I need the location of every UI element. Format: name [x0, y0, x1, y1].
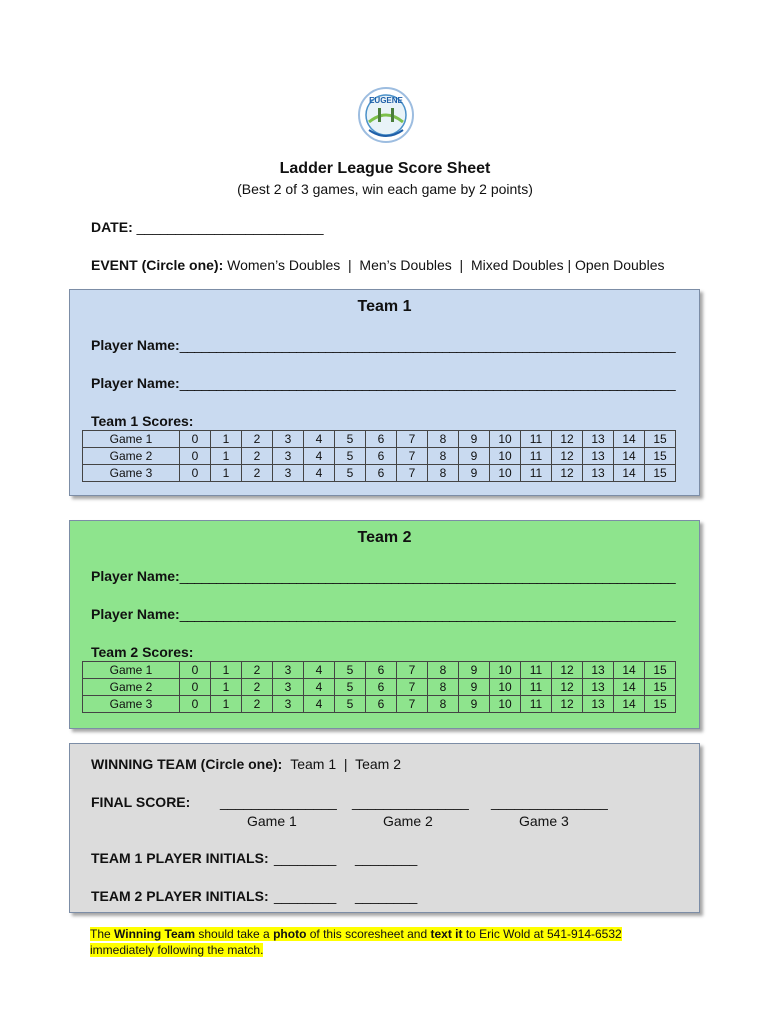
- score-cell[interactable]: 0: [180, 679, 211, 696]
- score-cell[interactable]: 7: [397, 696, 428, 713]
- team2-score-row: [83, 662, 676, 679]
- team1-panel: [69, 289, 700, 496]
- team2-title: Team 2: [357, 529, 412, 546]
- note-text-3: of this scoresheet and: [306, 927, 431, 941]
- instruction-note: [90, 926, 626, 958]
- score-cell[interactable]: 11: [521, 679, 552, 696]
- score-cell[interactable]: 4: [304, 662, 335, 679]
- score-cell[interactable]: 6: [366, 662, 397, 679]
- team2-score-row: [83, 696, 676, 713]
- score-cell[interactable]: 10: [490, 465, 521, 482]
- score-cell[interactable]: 4: [304, 448, 335, 465]
- score-cell[interactable]: 15: [645, 679, 676, 696]
- score-cell[interactable]: 15: [645, 662, 676, 679]
- score-cell[interactable]: 5: [335, 448, 366, 465]
- score-cell[interactable]: 10: [490, 448, 521, 465]
- game-label: Game 1: [83, 431, 180, 448]
- team2-player2-label: Player Name:: [91, 606, 180, 622]
- score-cell[interactable]: 0: [180, 431, 211, 448]
- team2-player2[interactable]: [91, 606, 675, 622]
- team1-player2-label: Player Name:: [91, 375, 180, 391]
- score-cell[interactable]: 10: [490, 696, 521, 713]
- team2-player1-blank: ____________________________________________________________________: [179, 568, 676, 584]
- score-cell[interactable]: 7: [397, 662, 428, 679]
- club-logo: [357, 86, 415, 144]
- game2-score-blank[interactable]: _______________: [352, 794, 469, 810]
- score-cell[interactable]: 7: [397, 448, 428, 465]
- team1-player2[interactable]: [91, 375, 675, 391]
- score-cell[interactable]: 6: [366, 679, 397, 696]
- score-cell[interactable]: 5: [335, 662, 366, 679]
- game1-caption: Game 1: [247, 813, 297, 829]
- event-label: EVENT (Circle one):: [91, 257, 224, 273]
- score-cell[interactable]: 4: [304, 465, 335, 482]
- winning-team-line: [91, 756, 401, 772]
- score-cell[interactable]: 12: [552, 448, 583, 465]
- team1-initials-blank-1[interactable]: ________: [274, 850, 337, 866]
- game-label: Game 3: [83, 465, 180, 482]
- score-cell[interactable]: 1: [211, 431, 242, 448]
- score-cell[interactable]: 10: [490, 679, 521, 696]
- score-cell[interactable]: 7: [397, 465, 428, 482]
- game1-score-blank[interactable]: _______________: [220, 794, 337, 810]
- score-cell[interactable]: 13: [583, 679, 614, 696]
- page-title: Ladder League Score Sheet: [279, 160, 491, 177]
- score-cell[interactable]: 3: [273, 662, 304, 679]
- score-cell[interactable]: 4: [304, 679, 335, 696]
- logo-text: EUGENE: [369, 96, 403, 105]
- game3-caption: Game 3: [519, 813, 569, 829]
- game-label: Game 2: [83, 448, 180, 465]
- score-cell[interactable]: 7: [397, 431, 428, 448]
- team1-score-row: [83, 448, 676, 465]
- score-cell[interactable]: 9: [459, 448, 490, 465]
- score-cell[interactable]: 3: [273, 679, 304, 696]
- score-cell[interactable]: 4: [304, 431, 335, 448]
- score-cell[interactable]: 12: [552, 679, 583, 696]
- score-cell[interactable]: 10: [490, 431, 521, 448]
- team1-score-table: [82, 430, 676, 482]
- note-winning-team: Winning Team: [114, 927, 196, 941]
- score-cell[interactable]: 1: [211, 465, 242, 482]
- score-cell[interactable]: 1: [211, 696, 242, 713]
- team2-initials-label: TEAM 2 PLAYER INITIALS:: [91, 888, 269, 904]
- score-cell[interactable]: 5: [335, 465, 366, 482]
- score-cell[interactable]: 5: [335, 431, 366, 448]
- score-cell[interactable]: 6: [366, 465, 397, 482]
- score-cell[interactable]: 6: [366, 448, 397, 465]
- score-cell[interactable]: 7: [397, 679, 428, 696]
- score-cell[interactable]: 13: [583, 448, 614, 465]
- page-subtitle: (Best 2 of 3 games, win each game by 2 points): [237, 181, 533, 197]
- team1-player2-blank: ____________________________________________________________________: [179, 375, 676, 391]
- score-cell[interactable]: 9: [459, 679, 490, 696]
- score-cell[interactable]: 2: [242, 662, 273, 679]
- score-cell[interactable]: 2: [242, 465, 273, 482]
- team2-score-table: [82, 661, 676, 713]
- winning-team-options[interactable]: Team 1 | Team 2: [290, 756, 401, 772]
- note-text-it: text it: [430, 927, 463, 941]
- team2-player1[interactable]: [91, 568, 675, 584]
- team1-initials-blank-2[interactable]: ________: [355, 850, 418, 866]
- score-cell[interactable]: 3: [273, 431, 304, 448]
- score-cell[interactable]: 9: [459, 465, 490, 482]
- date-blank: ________________________: [136, 219, 324, 235]
- score-cell[interactable]: 12: [552, 662, 583, 679]
- team2-scores-label: Team 2 Scores:: [91, 644, 194, 660]
- score-cell[interactable]: 15: [645, 696, 676, 713]
- score-cell[interactable]: 9: [459, 662, 490, 679]
- score-cell[interactable]: 11: [521, 431, 552, 448]
- score-cell[interactable]: 11: [521, 465, 552, 482]
- score-cell[interactable]: 14: [614, 431, 645, 448]
- note-text-2: should take a: [195, 927, 274, 941]
- score-cell[interactable]: 13: [583, 465, 614, 482]
- score-cell[interactable]: 2: [242, 696, 273, 713]
- score-cell[interactable]: 11: [521, 448, 552, 465]
- score-cell[interactable]: 5: [335, 696, 366, 713]
- score-cell[interactable]: 3: [273, 465, 304, 482]
- score-cell[interactable]: 13: [583, 696, 614, 713]
- team2-initials-blank-1[interactable]: ________: [274, 888, 337, 904]
- team2-player2-blank: ____________________________________________________________________: [179, 606, 676, 622]
- game2-caption: Game 2: [383, 813, 433, 829]
- date-field[interactable]: [91, 219, 324, 235]
- score-cell[interactable]: 15: [645, 448, 676, 465]
- score-cell[interactable]: 6: [366, 696, 397, 713]
- score-cell[interactable]: 1: [211, 448, 242, 465]
- score-cell[interactable]: 2: [242, 679, 273, 696]
- team1-player1-blank: ____________________________________________________________________: [179, 337, 676, 353]
- final-score-label: FINAL SCORE:: [91, 794, 191, 810]
- score-cell[interactable]: 0: [180, 448, 211, 465]
- team1-score-row: [83, 431, 676, 448]
- note-photo: photo: [273, 927, 307, 941]
- event-line: [91, 257, 665, 273]
- team1-player1[interactable]: [91, 337, 675, 353]
- score-cell[interactable]: 4: [304, 696, 335, 713]
- score-cell[interactable]: 14: [614, 465, 645, 482]
- score-cell[interactable]: 8: [428, 448, 459, 465]
- score-cell[interactable]: 8: [428, 465, 459, 482]
- team1-player1-label: Player Name:: [91, 337, 180, 353]
- score-cell[interactable]: 11: [521, 696, 552, 713]
- score-cell[interactable]: 8: [428, 662, 459, 679]
- note-text-1: The: [90, 927, 115, 941]
- team2-score-row: [83, 679, 676, 696]
- score-cell[interactable]: 0: [180, 662, 211, 679]
- team2-panel: [69, 520, 700, 729]
- score-cell[interactable]: 13: [583, 431, 614, 448]
- note-text-5: immediately following the match.: [90, 943, 264, 957]
- team2-player1-label: Player Name:: [91, 568, 180, 584]
- game3-score-blank[interactable]: _______________: [491, 794, 608, 810]
- game-label: Game 2: [83, 679, 180, 696]
- score-cell[interactable]: 3: [273, 696, 304, 713]
- event-options[interactable]: Women’s Doubles | Men’s Doubles | Mixed Doubles | Open Doubles: [227, 257, 665, 273]
- score-cell[interactable]: 12: [552, 696, 583, 713]
- score-cell[interactable]: 8: [428, 679, 459, 696]
- score-cell[interactable]: 3: [273, 448, 304, 465]
- score-cell[interactable]: 2: [242, 431, 273, 448]
- score-cell[interactable]: 8: [428, 696, 459, 713]
- score-cell[interactable]: 1: [211, 679, 242, 696]
- score-cell[interactable]: 14: [614, 679, 645, 696]
- score-cell[interactable]: 0: [180, 696, 211, 713]
- final-panel: [69, 743, 700, 913]
- score-cell[interactable]: 10: [490, 662, 521, 679]
- score-cell[interactable]: 1: [211, 662, 242, 679]
- score-cell[interactable]: 9: [459, 696, 490, 713]
- note-text-4: to Eric Wold at 541-914-6532: [462, 927, 622, 941]
- team1-scores-label: Team 1 Scores:: [91, 413, 194, 429]
- score-cell[interactable]: 6: [366, 431, 397, 448]
- score-cell[interactable]: 14: [614, 448, 645, 465]
- team2-initials-blank-2[interactable]: ________: [355, 888, 418, 904]
- score-cell[interactable]: 8: [428, 431, 459, 448]
- game-label: Game 3: [83, 696, 180, 713]
- score-cell[interactable]: 13: [583, 662, 614, 679]
- team1-initials-label: TEAM 1 PLAYER INITIALS:: [91, 850, 269, 866]
- score-cell[interactable]: 5: [335, 679, 366, 696]
- score-cell[interactable]: 14: [614, 662, 645, 679]
- score-cell[interactable]: 15: [645, 431, 676, 448]
- score-cell[interactable]: 9: [459, 431, 490, 448]
- score-cell[interactable]: 11: [521, 662, 552, 679]
- score-cell[interactable]: 12: [552, 431, 583, 448]
- score-cell[interactable]: 2: [242, 448, 273, 465]
- winning-team-label: WINNING TEAM (Circle one):: [91, 756, 283, 772]
- game-label: Game 1: [83, 662, 180, 679]
- score-cell[interactable]: 12: [552, 465, 583, 482]
- score-cell[interactable]: 14: [614, 696, 645, 713]
- date-label: DATE:: [91, 219, 133, 235]
- score-cell[interactable]: 15: [645, 465, 676, 482]
- team1-score-row: [83, 465, 676, 482]
- score-cell[interactable]: 0: [180, 465, 211, 482]
- team1-title: Team 1: [357, 298, 412, 315]
